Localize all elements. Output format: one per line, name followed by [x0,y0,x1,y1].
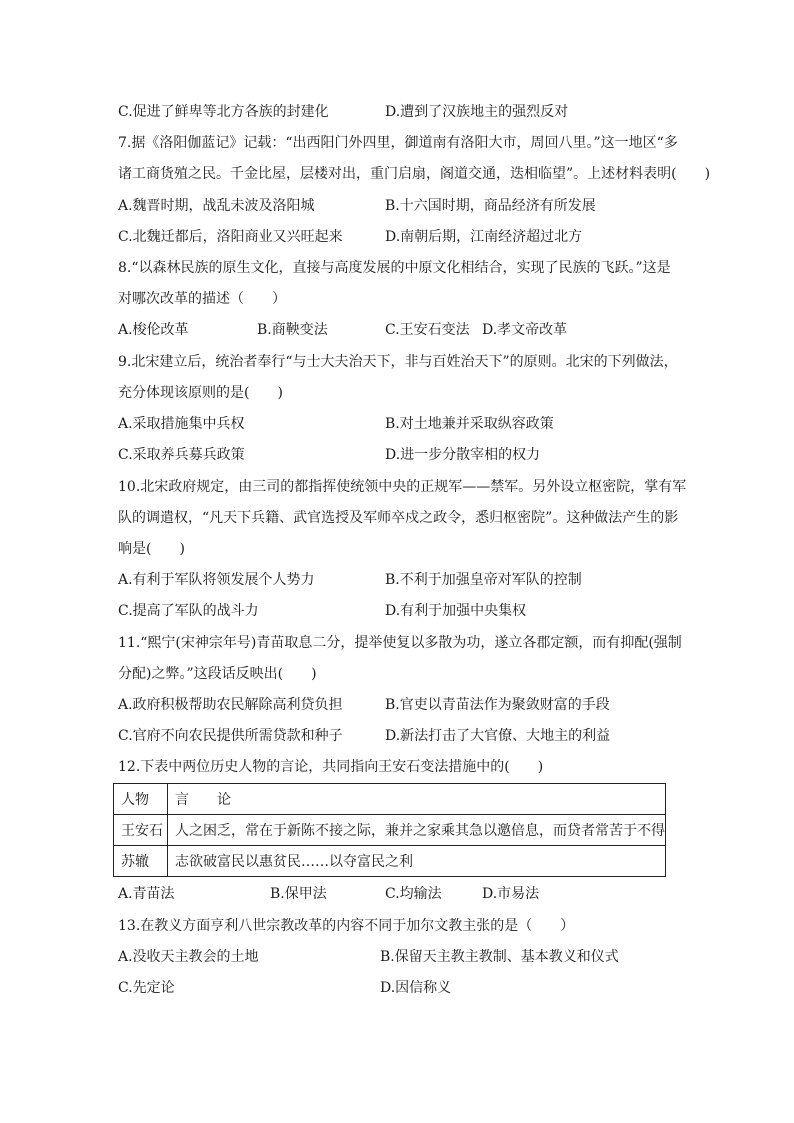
q13-option-b: B.保留天主教主教制、基本教义和仪式 [380,949,619,965]
table-header-row [114,784,666,815]
table-row [114,815,666,846]
q10-stem-line1: 10.北宋政府规定，由三司的都指挥使统领中央的正规军——禁军。另外设立枢密院，掌有军 [118,479,687,495]
table-cell: 志欲破富民以惠贫民……以夺富民之利 [168,846,666,877]
q11-stem-line2: 分配)之弊。”这段话反映出( ) [118,666,317,682]
q12-option-b: B.保甲法 [270,886,327,902]
q7-option-a: A.魏晋时期，战乱未波及洛阳城 [118,198,315,214]
table-header-cell: 言 论 [168,784,666,815]
q12-option-c: C.均输法 [385,886,442,902]
q9-option-c: C.采取养兵募兵政策 [118,447,245,463]
q10-stem-line3: 响是( ) [118,541,185,557]
q8-option-a: A.梭伦改革 [118,322,189,338]
q10-stem-line2: 队的调遣权，“凡天下兵籍、武官选授及军师卒戍之政令，悉归枢密院”。这种做法产生的影 [118,510,679,526]
q9-option-d: D.进一步分散宰相的权力 [385,447,541,463]
q13-stem-line1: 13.在教义方面亨利八世宗教改革的内容不同于加尔文教主张的是（ ） [118,918,575,934]
q13-option-d: D.因信称义 [380,980,452,996]
q7-option-c: C.北魏迁都后，洛阳商业又兴旺起来 [118,229,343,245]
q9-stem-line2: 充分体现该原则的是( ) [118,385,283,401]
q12-stem-line1: 12.下表中两位历史人物的言论，共同指向王安石变法措施中的( ) [118,759,544,775]
q8-option-c: C.王安石变法 [385,322,470,338]
table-cell: 人之困乏，常在于新陈不接之际，兼并之家乘其急以邀倍息，而贷者常苦于不得 [168,815,666,846]
table-header-cell: 人物 [114,784,168,815]
q11-option-a: A.政府积极帮助农民解除高利贷负担 [118,697,343,713]
q11-option-c: C.官府不向农民提供所需贷款和种子 [118,728,343,744]
q10-option-a: A.有利于军队将领发展个人势力 [118,572,315,588]
q11-stem-line1: 11.“熙宁(宋神宗年号)青苗取息二分，提举使复以多散为功，遂立各郡定额，而有抑配(强制 [118,635,682,651]
q10-option-d: D.有利于加强中央集权 [385,603,527,619]
table-row [114,846,666,877]
q9-stem-line1: 9.北宋建立后，统治者奉行“与士大夫治天下，非与百姓治天下”的原则。北宋的下列做法， [118,354,678,370]
q10-option-b: B.不利于加强皇帝对军队的控制 [385,572,582,588]
q12-option-a: A.青苗法 [118,886,175,902]
q7-stem-line1: 7.据《洛阳伽蓝记》记载：“出西阳门外四里，御道南有洛阳大市，周回八里。”这一地区“多 [118,135,678,151]
q12-option-d: D.市易法 [482,886,540,902]
q9-option-b: B.对土地兼并采取纵容政策 [385,416,554,432]
q8-option-b: B.商鞅变法 [257,322,328,338]
q9-option-a: A.采取措施集中兵权 [118,416,245,432]
q13-option-c: C.先定论 [118,980,175,996]
q13-option-a: A.没收天主教会的土地 [118,949,259,965]
q8-stem-line2: 对哪次改革的描述（ ） [118,291,286,307]
q7-option-b: B.十六国时期，商品经济有所发展 [385,198,596,214]
table-cell: 王安石 [114,815,168,846]
q6-option-d: D.遭到了汉族地主的强烈反对 [385,104,569,120]
q11-option-d: D.新法打击了大官僚、大地主的利益 [385,728,611,744]
q8-option-d: D.孝文帝改革 [482,322,568,338]
table-cell: 苏辙 [114,846,168,877]
q12-table [113,783,666,877]
q8-stem-line1: 8.“以森林民族的原生文化，直接与高度发展的中原文化相结合，实现了民族的飞跃。”这是 [118,260,671,276]
q7-option-d: D.南朝后期，江南经济超过北方 [385,229,583,245]
q11-option-b: B.官吏以青苗法作为聚敛财富的手段 [385,697,610,713]
q6-option-c: C.促进了鲜卑等北方各族的封建化 [118,104,329,120]
q10-option-c: C.提高了军队的战斗力 [118,603,259,619]
q7-stem-line2: 诸工商货殖之民。千金比屋，层楼对出，重门启扇，阁道交通，迭相临望”。上述材料表明( ) [118,166,711,182]
